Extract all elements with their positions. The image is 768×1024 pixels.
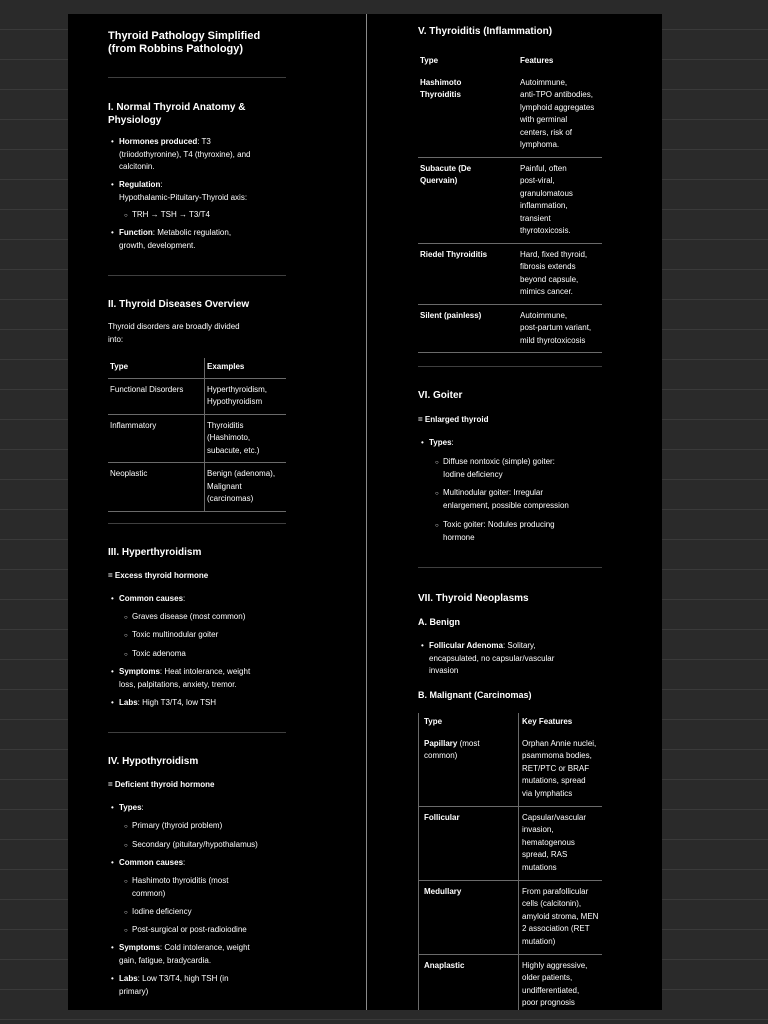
labs-text: : High T3/T4, low TSH: [137, 698, 217, 707]
feature-line: Autoimmune,: [520, 77, 568, 87]
feature-line: lymphoma.: [520, 140, 560, 149]
bullet-dot: •: [421, 438, 424, 447]
table-row: [419, 954, 603, 1010]
symptoms-text-2: gain, fatigue, bradycardia.: [119, 955, 212, 965]
symptoms-label: Symptoms: [119, 667, 160, 676]
table-header-row: [419, 713, 603, 733]
goiter-type-text-2: enlargement, possible compression: [443, 500, 569, 510]
type-line: Silent (painless): [420, 310, 482, 320]
table-header-row: [418, 52, 602, 72]
cell-features: [518, 72, 602, 158]
hyper-cause-item: [124, 611, 246, 624]
feature-line: psammoma bodies,: [522, 751, 592, 760]
cell-type: [418, 72, 518, 158]
example-line: (Hashimoto,: [207, 433, 251, 442]
feature-line: post-viral,: [520, 176, 555, 185]
feature-line: granulomatous: [520, 188, 573, 198]
hormones-bullet: [111, 136, 319, 174]
causes-label: Common causes: [119, 858, 184, 867]
section-3-subtitle: = Excess thyroid hormone: [108, 571, 209, 580]
section-separator: [418, 567, 602, 568]
function-text-2: growth, development.: [119, 240, 196, 250]
feature-line: undifferentiated,: [522, 985, 580, 995]
sub-bullet-circle: ○: [435, 491, 439, 497]
column-header-type: Type: [419, 713, 519, 733]
feature-line: anti-TPO antibodies,: [520, 90, 593, 99]
table-row: [108, 414, 286, 463]
bullet-dot: •: [111, 228, 114, 237]
hypo-cause-item: [124, 875, 312, 900]
goiter-type-text: Diffuse nontoxic (simple) goiter:: [443, 457, 555, 466]
document-title: [108, 30, 260, 56]
cause-text: Iodine deficiency: [132, 907, 192, 916]
axis-sub-bullet: [124, 209, 210, 222]
sub-bullet-circle: ○: [124, 910, 128, 916]
section-6-heading: VI. Goiter: [418, 390, 463, 401]
cause-text: Toxic multinodular goiter: [132, 630, 219, 639]
feature-line: thyrotoxicosis.: [520, 226, 571, 235]
types-colon: :: [141, 803, 144, 812]
cause-text-2: common): [132, 888, 166, 898]
type-line: Hashimoto: [420, 77, 462, 87]
feature-line: hematogenous: [522, 837, 575, 847]
section-2-intro: [108, 321, 240, 346]
goiter-type-text: Multinodular goiter: Irregular: [443, 488, 544, 497]
carcinoma-table: [418, 713, 602, 1010]
feature-line: lymphoid aggregates: [520, 102, 595, 112]
feature-line: mutations: [522, 862, 557, 872]
hyper-labs-bullet: [111, 697, 217, 710]
feature-line: spread, RAS: [522, 850, 568, 859]
section-3-heading: III. Hyperthyroidism: [108, 547, 202, 558]
cell-type: Anaplastic: [419, 954, 519, 1010]
section-separator: [108, 732, 286, 733]
hypo-types-bullet: [111, 802, 144, 815]
hyper-cause-item: [124, 629, 219, 642]
feature-line: cells (calcitonin),: [522, 899, 582, 908]
hypo-symptoms-bullet: [111, 942, 319, 967]
labs-text: : Low T3/T4, high TSH (in: [137, 974, 229, 983]
table-row: [418, 243, 602, 304]
type-line: Thyroiditis: [420, 90, 461, 99]
column-header-type: Type: [420, 56, 439, 65]
hypo-type-item: [124, 820, 223, 833]
cause-text: Graves disease (most common): [132, 612, 246, 621]
type-note-2: common): [424, 751, 458, 760]
table-header-row: [108, 358, 286, 378]
section-separator: [418, 366, 602, 367]
cell-features: [518, 157, 602, 243]
type-line: Subacute (De: [420, 163, 472, 173]
regulation-bullet: [111, 179, 319, 204]
cell-features: [519, 954, 603, 1010]
feature-line: transient: [520, 213, 551, 223]
goiter-type-text: Toxic goiter: Nodules producing: [443, 520, 555, 529]
feature-line: From parafollicular: [522, 886, 589, 896]
bullet-dot: •: [111, 180, 114, 189]
document-page: [68, 14, 662, 1010]
column-divider: [366, 14, 367, 1010]
regulation-text: Hypothalamic-Pituitary-Thyroid axis:: [119, 192, 248, 202]
title-line-2: (from Robbins Pathology): [108, 43, 244, 55]
feature-line: beyond capsule,: [520, 274, 579, 284]
labs-text-2: primary): [119, 986, 149, 996]
types-label: Types: [429, 438, 452, 447]
title-line-1: Thyroid Pathology Simplified: [108, 30, 261, 42]
bullet-dot: •: [111, 974, 114, 983]
section-separator: [108, 77, 286, 78]
example-line: (carcinomas): [207, 494, 254, 503]
types-colon: :: [451, 438, 454, 447]
causes-colon: :: [183, 594, 186, 603]
sub-bullet-circle: ○: [435, 523, 439, 529]
feature-line: with germinal: [520, 115, 568, 124]
column-header-type: Type: [108, 358, 205, 378]
feature-line: Orphan Annie nuclei,: [522, 738, 597, 748]
diseases-overview-table: [108, 358, 286, 512]
cell-examples: [205, 463, 287, 512]
thyroiditis-table: [418, 52, 602, 353]
sub-bullet-circle: ○: [124, 652, 128, 658]
example-line: Hypothyroidism: [207, 397, 263, 406]
feature-line: mutation): [522, 936, 556, 946]
section-1-heading: [108, 101, 245, 127]
sub-bullet-circle: ○: [124, 633, 128, 639]
bullet-dot: •: [111, 943, 114, 952]
goiter-type-item: [435, 456, 602, 481]
hormones-text-2: (triiodothyronine), T4 (thyroxine), and: [119, 149, 251, 159]
cell-type: Follicular: [419, 806, 519, 880]
section-separator: [108, 275, 286, 276]
goiter-type-item: [435, 519, 602, 544]
sub-bullet-circle: ○: [124, 824, 128, 830]
bullet-dot: •: [111, 698, 114, 707]
type-name: Papillary: [424, 738, 458, 748]
section-4-subtitle: = Deficient thyroid hormone: [108, 780, 215, 789]
column-header-features: Features: [520, 56, 554, 65]
cell-type: [418, 243, 518, 304]
table-row: [108, 378, 286, 414]
right-column: [418, 14, 602, 1010]
function-text: : Metabolic regulation,: [152, 228, 232, 237]
feature-line: inflammation,: [520, 201, 568, 210]
adenoma-text-3: invasion: [429, 666, 459, 675]
feature-line: 2 association (RET: [522, 924, 590, 933]
goiter-type-text-2: hormone: [443, 532, 475, 542]
example-line: Benign (adenoma),: [207, 469, 276, 478]
sub-bullet-circle: ○: [124, 213, 128, 219]
feature-line: RET/PTC or BRAF: [522, 763, 590, 773]
feature-line: Highly aggressive,: [522, 960, 588, 970]
causes-label: Common causes: [119, 594, 184, 603]
labs-label: Labs: [119, 698, 138, 707]
malignant-subheading: B. Malignant (Carcinomas): [418, 690, 532, 700]
function-label: Function: [119, 228, 153, 237]
goiter-types-bullet: [421, 437, 454, 450]
table-row: [418, 304, 602, 353]
regulation-colon: :: [160, 180, 163, 189]
hyper-symptoms-bullet: [111, 666, 319, 691]
cell-features: [519, 806, 603, 880]
column-header-examples: Examples: [205, 358, 287, 378]
feature-line: Painful, often: [520, 163, 567, 173]
follicular-adenoma-bullet: [421, 640, 602, 678]
type-line: Quervain): [420, 176, 458, 185]
cause-text: Toxic adenoma: [132, 649, 186, 658]
hyper-causes-bullet: [111, 593, 186, 606]
hypo-type-item: [124, 839, 258, 852]
example-line: Malignant: [207, 481, 242, 491]
hypo-labs-bullet: [111, 973, 319, 998]
table-row: [419, 880, 603, 954]
symptoms-text: : Heat intolerance, weight: [159, 667, 251, 676]
section-4-heading: IV. Hypothyroidism: [108, 756, 199, 767]
cell-features: [518, 243, 602, 304]
bullet-dot: •: [111, 594, 114, 603]
intro-line-1: Thyroid disorders are broadly divided: [108, 322, 240, 331]
feature-line: centers, risk of: [520, 127, 573, 137]
cell-type: Inflammatory: [108, 414, 205, 463]
section-7-heading: VII. Thyroid Neoplasms: [418, 593, 529, 604]
cell-features: [519, 733, 603, 807]
cell-type: [419, 733, 519, 807]
benign-subheading: A. Benign: [418, 617, 460, 627]
section-2-heading: II. Thyroid Diseases Overview: [108, 299, 250, 310]
type-text: Primary (thyroid problem): [132, 821, 223, 830]
bullet-dot: •: [421, 641, 424, 650]
bullet-dot: •: [111, 858, 114, 867]
symptoms-label: Symptoms: [119, 943, 160, 952]
feature-line: via lymphatics: [522, 788, 573, 798]
adenoma-text: : Solitary,: [502, 641, 536, 650]
section-1-heading-line-1: I. Normal Thyroid Anatomy &: [108, 102, 246, 113]
cell-examples: [205, 378, 287, 414]
section-1-heading-line-2: Physiology: [108, 115, 162, 126]
hormones-text-3: calcitonin.: [119, 162, 155, 171]
causes-colon: :: [183, 858, 186, 867]
regulation-label: Regulation: [119, 180, 161, 189]
table-row: [418, 72, 602, 158]
types-label: Types: [119, 803, 142, 812]
type-line: Riedel Thyroiditis: [420, 249, 488, 259]
bullet-dot: •: [111, 667, 114, 676]
section-5-heading: V. Thyroiditis (Inflammation): [418, 26, 553, 37]
feature-line: Capsular/vascular: [522, 812, 587, 822]
sub-bullet-circle: ○: [124, 879, 128, 885]
type-note: (most: [457, 738, 480, 748]
symptoms-text: : Cold intolerance, weight: [159, 943, 250, 952]
cell-type: Functional Disorders: [108, 378, 205, 414]
feature-line: mutations, spread: [522, 776, 586, 785]
feature-line: mimics cancer.: [520, 287, 573, 296]
table-row: [419, 733, 603, 807]
bullet-dot: •: [111, 803, 114, 812]
hormones-label: Hormones produced: [119, 137, 198, 146]
feature-line: amyloid stroma, MEN: [522, 911, 599, 921]
feature-line: Hard, fixed thyroid,: [520, 249, 588, 259]
feature-line: Autoimmune,: [520, 310, 568, 320]
cause-text: Post-surgical or post-radioiodine: [132, 925, 247, 934]
intro-line-2: into:: [108, 334, 124, 344]
cell-features: [519, 880, 603, 954]
cell-features: [518, 304, 602, 353]
sub-bullet-circle: ○: [435, 460, 439, 466]
feature-line: poor prognosis: [522, 998, 575, 1007]
example-line: subacute, etc.): [207, 445, 260, 455]
cell-examples: [205, 414, 287, 463]
cell-type: [418, 304, 518, 353]
axis-text: TRH → TSH → T3/T4: [132, 210, 210, 219]
cause-text: Hashimoto thyroiditis (most: [132, 876, 229, 885]
cell-type: Medullary: [419, 880, 519, 954]
sub-bullet-circle: ○: [124, 615, 128, 621]
hypo-causes-bullet: [111, 857, 186, 870]
hypo-cause-item: [124, 924, 247, 937]
feature-line: mild thyrotoxicosis: [520, 335, 586, 345]
sub-bullet-circle: ○: [124, 928, 128, 934]
adenoma-text-2: encapsulated, no capsular/vascular: [429, 653, 555, 663]
goiter-type-item: [435, 487, 602, 512]
table-row: [418, 157, 602, 243]
sub-bullet-circle: ○: [124, 843, 128, 849]
feature-line: fibrosis extends: [520, 262, 576, 271]
symptoms-text-2: loss, palpitations, anxiety, tremor.: [119, 679, 237, 689]
hypo-cause-item: [124, 906, 192, 919]
adenoma-label: Follicular Adenoma: [429, 641, 503, 650]
hormones-text: : T3: [197, 137, 211, 146]
column-header-key-features: Key Features: [522, 717, 573, 726]
bullet-dot: •: [111, 137, 114, 146]
feature-line: post-partum variant,: [520, 323, 592, 332]
section-6-subtitle: = Enlarged thyroid: [418, 415, 489, 424]
feature-line: older patients,: [522, 973, 573, 982]
section-separator: [108, 523, 286, 524]
goiter-type-text-2: Iodine deficiency: [443, 469, 503, 479]
type-text: Secondary (pituitary/hypothalamus): [132, 840, 258, 849]
example-line: Hyperthyroidism,: [207, 384, 268, 394]
cell-type: Neoplastic: [108, 463, 205, 512]
hyper-cause-item: [124, 648, 186, 661]
function-bullet: [111, 227, 319, 252]
table-row: [108, 463, 286, 512]
feature-line: invasion,: [522, 825, 554, 834]
example-line: Thyroiditis: [207, 420, 244, 430]
cell-type: [418, 157, 518, 243]
labs-label: Labs: [119, 974, 138, 983]
table-row: [419, 806, 603, 880]
